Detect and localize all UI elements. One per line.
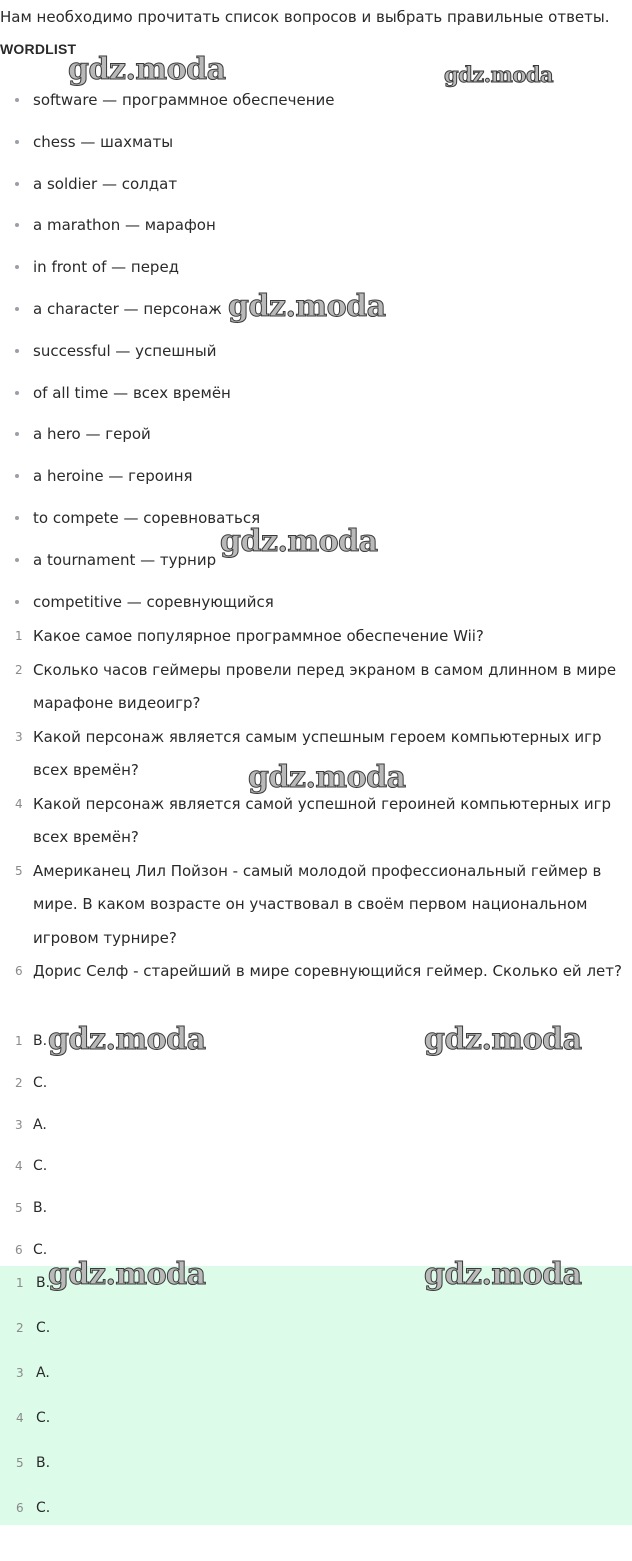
watermark: gdz.moda — [248, 760, 406, 795]
wordlist-heading: WORDLIST — [0, 41, 77, 57]
list-item — [0, 129, 632, 171]
watermark: gdz.moda — [424, 1257, 582, 1292]
answer-text: C. — [36, 1500, 51, 1516]
bullet-icon — [15, 391, 19, 395]
list-item — [0, 380, 632, 422]
intro-text: Нам необходимо прочитать список вопросов и выбрать правильные ответы. — [0, 8, 610, 26]
answer-item — [0, 1112, 632, 1154]
bullet-icon — [15, 474, 19, 478]
question-number: 6 — [15, 964, 23, 978]
answer-item — [0, 1153, 632, 1195]
watermark: gdz.moda — [48, 1257, 206, 1292]
answer-box-item — [0, 1360, 632, 1405]
wordlist-entry: a heroine — героиня — [33, 467, 193, 486]
answer-number: 3 — [15, 1117, 23, 1132]
wordlist-entry: a character — персонаж — [33, 299, 222, 318]
list-item — [0, 254, 632, 296]
watermark: gdz.moda — [220, 524, 378, 559]
answer-text: C. — [36, 1320, 51, 1336]
question-item — [0, 721, 632, 788]
wordlist-entry: to compete — соревноваться — [33, 508, 261, 527]
answer-item — [0, 1028, 632, 1070]
bullet-icon — [15, 600, 19, 604]
answer-text: C. — [33, 1074, 48, 1091]
answer-text: B. — [36, 1455, 51, 1471]
answer-text: C. — [33, 1158, 48, 1175]
wordlist-entry: successful — успешный — [33, 341, 217, 360]
list-item — [0, 421, 632, 463]
questions-list — [0, 620, 632, 989]
answer-text: C. — [33, 1241, 48, 1258]
list-item — [0, 87, 632, 129]
answer-box-item — [0, 1495, 632, 1540]
list-item — [0, 547, 632, 589]
question-number: 1 — [15, 629, 23, 643]
answer-number: 5 — [15, 1201, 23, 1216]
question-number: 3 — [15, 729, 23, 744]
list-item — [0, 463, 632, 505]
list-item — [0, 338, 632, 380]
question-number: 4 — [15, 796, 23, 811]
watermark: gdz.moda — [68, 52, 226, 87]
question-text: Какой персонаж является самой успешной героиней компьютерных игр всех времён? — [33, 794, 612, 846]
question-item — [0, 620, 632, 654]
answer-number: 1 — [15, 1034, 23, 1048]
wordlist-entry: chess — шахматы — [33, 132, 174, 151]
watermark: gdz.moda — [228, 289, 386, 324]
answer-box-item — [0, 1315, 632, 1360]
answer-item — [0, 1195, 632, 1237]
question-text: Какой персонаж является самым успешным героем компьютерных игр всех времён? — [33, 727, 602, 779]
answer-number: 4 — [15, 1159, 23, 1174]
bullet-icon — [15, 98, 19, 102]
watermark: gdz.moda — [424, 1022, 582, 1057]
list-item — [0, 505, 632, 547]
watermark: gdz.moda — [48, 1022, 206, 1057]
bullet-icon — [15, 558, 19, 562]
answer-number: 3 — [16, 1366, 24, 1380]
question-text: Сколько часов геймеры провели перед экраном в самом длинном в мире марафоне видеоигр? — [33, 660, 617, 712]
answer-number: 1 — [16, 1276, 24, 1290]
bullet-icon — [15, 182, 19, 186]
question-text: Американец Лил Пойзон - самый молодой профессиональный геймер в мире. В каком возрасте он участвовал в своём первом национальном игровом турнире? — [33, 861, 602, 947]
wordlist-entry: in front of — перед — [33, 258, 180, 277]
list-item — [0, 171, 632, 213]
wordlist-entry: a hero — герой — [33, 425, 151, 444]
question-text: Дорис Селф - старейший в мире соревнующийся геймер. Сколько ей лет? — [33, 962, 622, 980]
question-number: 5 — [15, 863, 23, 878]
answer-number: 2 — [15, 1075, 23, 1090]
bullet-icon — [15, 265, 19, 269]
bullet-icon — [15, 432, 19, 436]
wordlist-entry: a soldier — солдат — [33, 174, 178, 193]
answer-item — [0, 1070, 632, 1112]
bullet-icon — [15, 349, 19, 353]
answer-number: 2 — [16, 1321, 24, 1335]
question-text: Какое самое популярное программное обеспечение Wii? — [33, 627, 484, 645]
bullet-icon — [15, 516, 19, 520]
wordlist-entry: competitive — соревнующийся — [33, 592, 274, 611]
wordlist-entry: of all time — всех времён — [33, 383, 231, 402]
answer-box-list — [0, 1270, 632, 1540]
answer-box-item — [0, 1405, 632, 1450]
question-number: 2 — [15, 662, 23, 677]
answers-list — [0, 1028, 632, 1279]
answer-text: B. — [33, 1033, 48, 1049]
answer-box — [0, 1266, 632, 1525]
answer-text: B. — [33, 1200, 48, 1217]
answer-number: 4 — [16, 1411, 24, 1425]
list-item — [0, 212, 632, 254]
wordlist-entry: software — программное обеспечение — [33, 91, 335, 109]
question-item — [0, 955, 632, 989]
question-item — [0, 654, 632, 721]
answer-box-item — [0, 1450, 632, 1495]
bullet-icon — [15, 307, 19, 311]
watermark: gdz.moda — [444, 62, 554, 87]
bullet-icon — [15, 140, 19, 144]
list-item — [0, 296, 632, 338]
question-item — [0, 855, 632, 956]
question-item — [0, 788, 632, 855]
answer-number: 6 — [16, 1501, 24, 1515]
answer-text: A. — [36, 1365, 50, 1381]
wordlist — [0, 87, 632, 630]
wordlist-entry: a tournament — турнир — [33, 550, 217, 569]
answer-number: 5 — [16, 1456, 24, 1470]
bullet-icon — [15, 223, 19, 227]
answer-text: A. — [33, 1116, 47, 1133]
answer-text: C. — [36, 1410, 51, 1426]
answer-text: B. — [36, 1275, 51, 1291]
wordlist-entry: a marathon — марафон — [33, 216, 216, 235]
answer-number: 6 — [15, 1242, 23, 1257]
answer-box-item — [0, 1270, 632, 1315]
